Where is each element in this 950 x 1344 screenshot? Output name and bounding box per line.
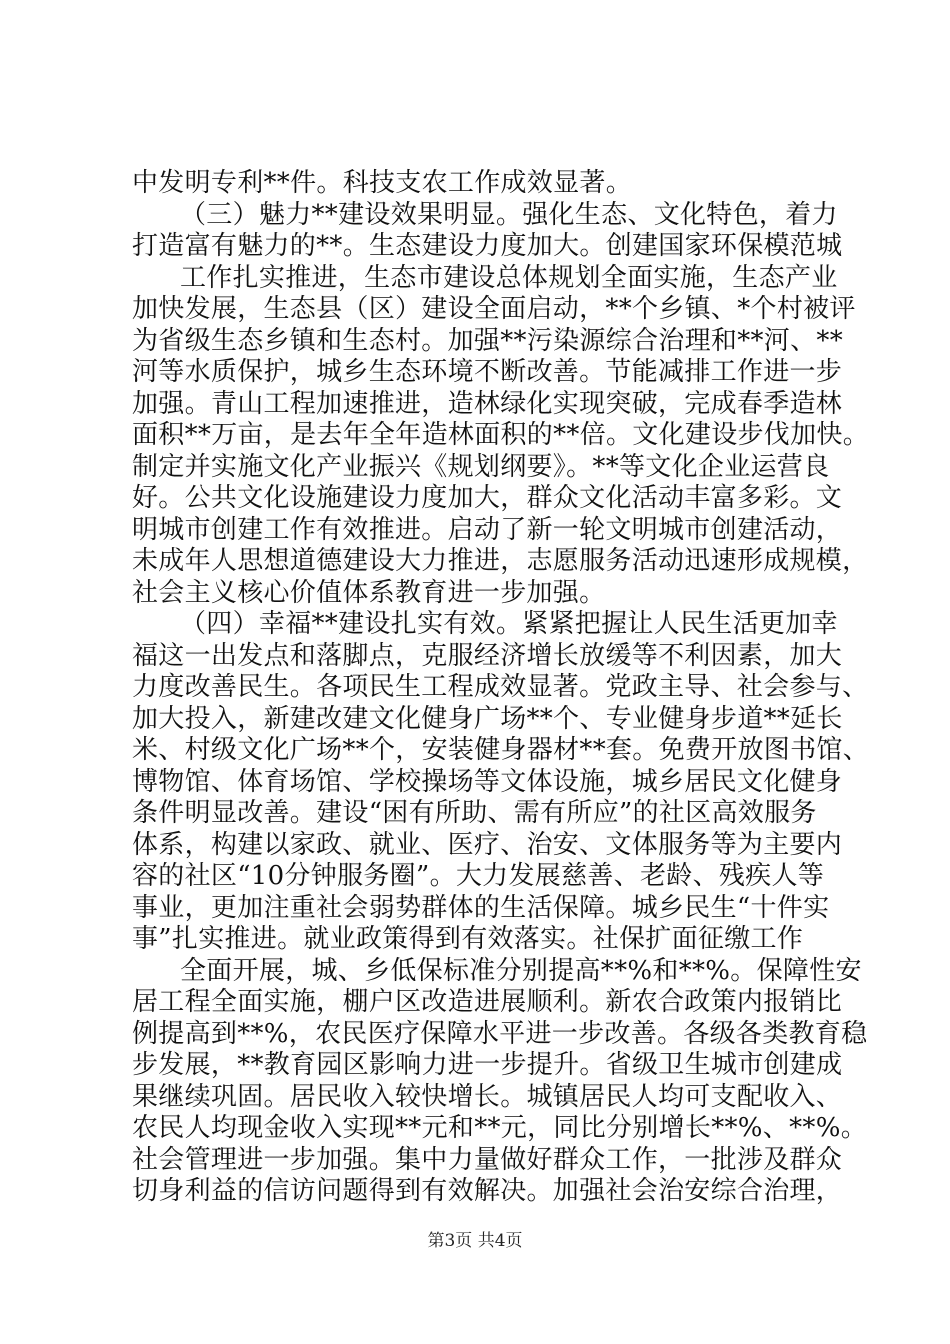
- text-line: 力度改善民生。各项民生工程成效显著。党政主导、社会参与、: [132, 672, 869, 702]
- text-line: 居工程全面实施，棚户区改造进展顺利。新农合政策内报销比: [132, 987, 843, 1017]
- text-line: 果继续巩固。居民收入较快增长。城镇居民人均可支配收入、: [132, 1081, 843, 1112]
- text-line: 博物馆、体育场馆、学校操场等文体设施，城乡居民文化健身: [132, 766, 843, 797]
- text-line: 米、村级文化广场**个，安装健身器材**套。免费开放图书馆、: [132, 735, 870, 765]
- text-line: 制定并实施文化产业振兴《规划纲要》。**等文化企业运营良: [132, 451, 830, 482]
- text-line: 步发展，**教育园区影响力进一步提升。省级卫生城市创建成: [132, 1050, 843, 1080]
- text-line: 加快发展，生态县（区）建设全面启动，**个乡镇、*个村被评: [132, 294, 856, 324]
- text-line: 加大投入，新建改建文化健身广场**个、专业健身步道**延长: [132, 703, 843, 734]
- text-line: （三）魅力**建设效果明显。强化生态、文化特色，着力: [180, 199, 838, 230]
- text-line: 社会主义核心价值体系教育进一步加强。: [132, 577, 606, 608]
- text-line: 福这一出发点和落脚点，克服经济增长放缓等不利因素，加大: [132, 640, 843, 671]
- text-line: 打造富有魅力的**。生态建设力度加大。创建国家环保模范城: [132, 231, 843, 261]
- text-line: （四）幸福**建设扎实有效。紧紧把握让人民生活更加幸: [180, 609, 838, 639]
- text-line: 容的社区“10分钟服务圈”。大力发展慈善、老龄、残疾人等: [132, 861, 825, 891]
- text-line: 农民人均现金收入实现**元和**元，同比分别增长**%、**%。: [132, 1113, 868, 1143]
- text-line: 切身利益的信访问题得到有效解决。加强社会治安综合治理，: [132, 1176, 843, 1206]
- text-line: 工作扎实推进，生态市建设总体规划全面实施，生态产业: [180, 262, 838, 293]
- text-line: 全面开展，城、乡低保标准分别提高**%和**%。保障性安: [180, 955, 862, 986]
- text-line: 为省级生态乡镇和生态村。加强**污染源综合治理和**河、**: [132, 325, 844, 356]
- text-line: 未成年人思想道德建设大力推进，志愿服务活动迅速形成规模，: [132, 546, 869, 576]
- text-line: 面积**万亩，是去年全年造林面积的**倍。文化建设步伐加快。: [132, 420, 870, 450]
- text-line: 中发明专利**件。科技支农工作成效显著。: [132, 168, 633, 198]
- text-line: 河等水质保护，城乡生态环境不断改善。节能减排工作进一步: [132, 357, 843, 387]
- text-line: 例提高到**%，农民医疗保障水平进一步改善。各级各类教育稳: [132, 1018, 868, 1049]
- text-line: 社会管理进一步加强。集中力量做好群众工作，一批涉及群众: [132, 1144, 843, 1175]
- text-line: 加强。青山工程加速推进，造林绿化实现突破，完成春季造林: [132, 388, 843, 419]
- text-line: 明城市创建工作有效推进。启动了新一轮文明城市创建活动，: [132, 514, 843, 545]
- text-line: 事业，更加注重社会弱势群体的生活保障。城乡民生“十件实: [132, 892, 830, 923]
- text-line: 好。公共文化设施建设力度加大，群众文化活动丰富多彩。文: [132, 483, 843, 513]
- page-footer: 第3页 共4页: [427, 1231, 523, 1251]
- text-line: 条件明显改善。建设“困有所助、需有所应”的社区高效服务: [132, 798, 817, 828]
- text-line: 体系，构建以家政、就业、医疗、治安、文体服务等为主要内: [132, 829, 843, 860]
- text-line: 事”扎实推进。就业政策得到有效落实。社保扩面征缴工作: [132, 924, 804, 954]
